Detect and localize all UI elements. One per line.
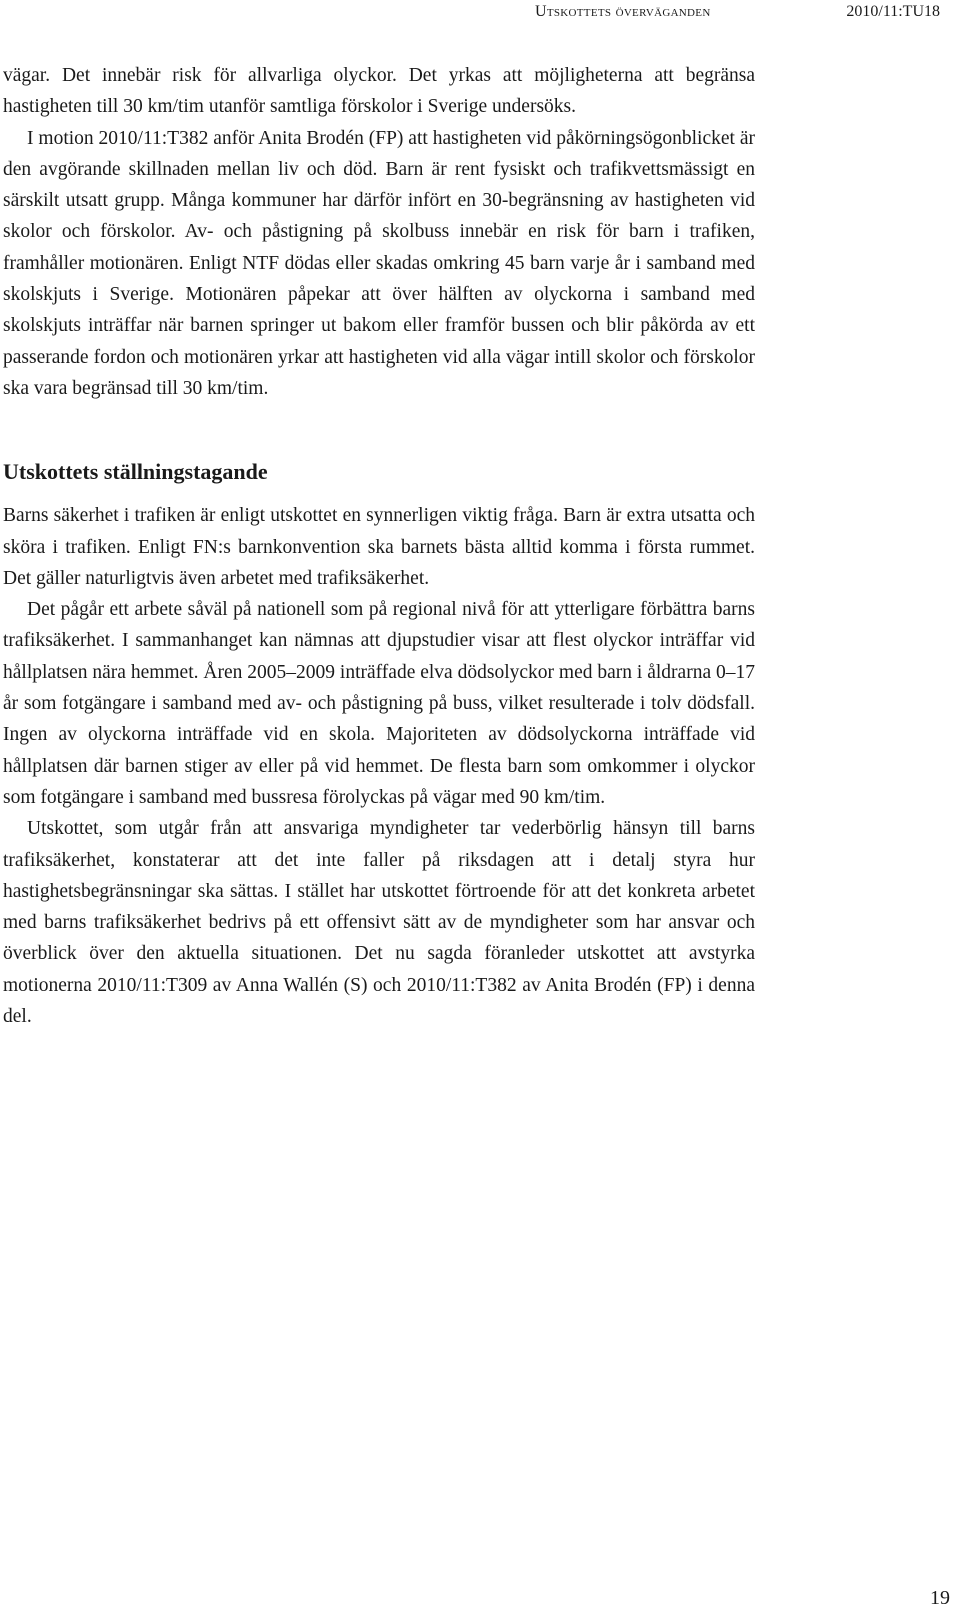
paragraph-pagaende-arbete: Det pågår ett arbete såväl på nationell som på regional nivå för att ytterligare förbättra barns trafiksäkerhet. I sammanhanget kan nämnas att djupstudier visar att flest olyckor inträffar vid hållplatsen nära hemmet. Åren 2005–2009 inträffade elva dödsolyckor med barn i åldrarna 0–17 år som fotgängare i samband med av- och påstigning på buss, vilket resulterade i tolv dödsfall. Ingen av olyckorna inträffade vid en skola. Majoriteten av dödsolyckorna inträffade vid hållplatsen där barnen stiger av eller på vid hemmet. De flesta barn som omkommer i olyckor som fotgängare i samband med bussresa förolyckas på vägar med 90 km/tim. (3, 599, 755, 808)
section-heading: Utskottets ställningstagande (3, 459, 268, 485)
header-document-number: 2010/11:TU18 (846, 3, 940, 20)
paragraph-utskottets-bedomning: Utskottet, som utgår från att ansvariga myndigheter tar vederbörlig hänsyn till barns trafiksäkerhet, konstaterar att det inte faller på riksdagen att i detalj styra hur hastighetsbegränsningar ska sättas. I stället har utskottet förtroende för att det konkreta arbetet med barns trafiksäkerhet bedrivs på ett offensivt sätt av de myndigheter som har ansvar och överblick över den aktuella situationen. Det nu sagda föranleder utskottet att avstyrka motionerna 2010/11:T309 av Anna Wallén (S) och 2010/11:T382 av Anita Brodén (FP) i denna del. (3, 818, 755, 1028)
page-number: 19 (930, 1587, 950, 1609)
document-body (3, 60, 755, 1032)
running-header (0, 0, 960, 30)
paragraph-motion-t382: I motion 2010/11:T382 anför Anita Brodén (FP) att hastigheten vid påkörningsögonblicket är den avgörande skillnaden mellan liv och död. Barn är rent fysiskt och trafikvettsmässigt en särskilt utsatt grupp. Många kommuner har därför infört en 30-begränsning av hastigheten vid skolor och förskolor. Av- och påstigning på skolbuss innebär en risk för barn i trafiken, framhåller motionären. Enligt NTF dödas eller skadas omkring 45 barn varje år i samband med skolskjuts i Sverige. Motionären påpekar att över hälften av olyckorna i samband med skolskjuts inträffar när barnen springer ut bakom eller framför bussen och blir påkörda av ett passerande fordon och motionären yrkar att hastigheten vid alla vägar intill skolor och förskolor ska vara begränsad till 30 km/tim. (3, 127, 755, 399)
header-section-title: Utskottets överväganden (535, 3, 711, 20)
paragraph-barns-sakerhet: Barns säkerhet i trafiken är enligt utskottet en synnerligen viktig fråga. Barn är extra utsatta och sköra i trafiken. Enligt FN:s barnkonvention ska barnets bästa alltid komma i första rummet. Det gäller naturligtvis även arbetet med trafiksäkerhet. (3, 505, 755, 589)
paragraph-continued: vägar. Det innebär risk för allvarliga olyckor. Det yrkas att möjligheterna att begränsa hastigheten till 30 km/tim utanför samtliga förskolor i Sverige undersöks. (3, 65, 755, 118)
